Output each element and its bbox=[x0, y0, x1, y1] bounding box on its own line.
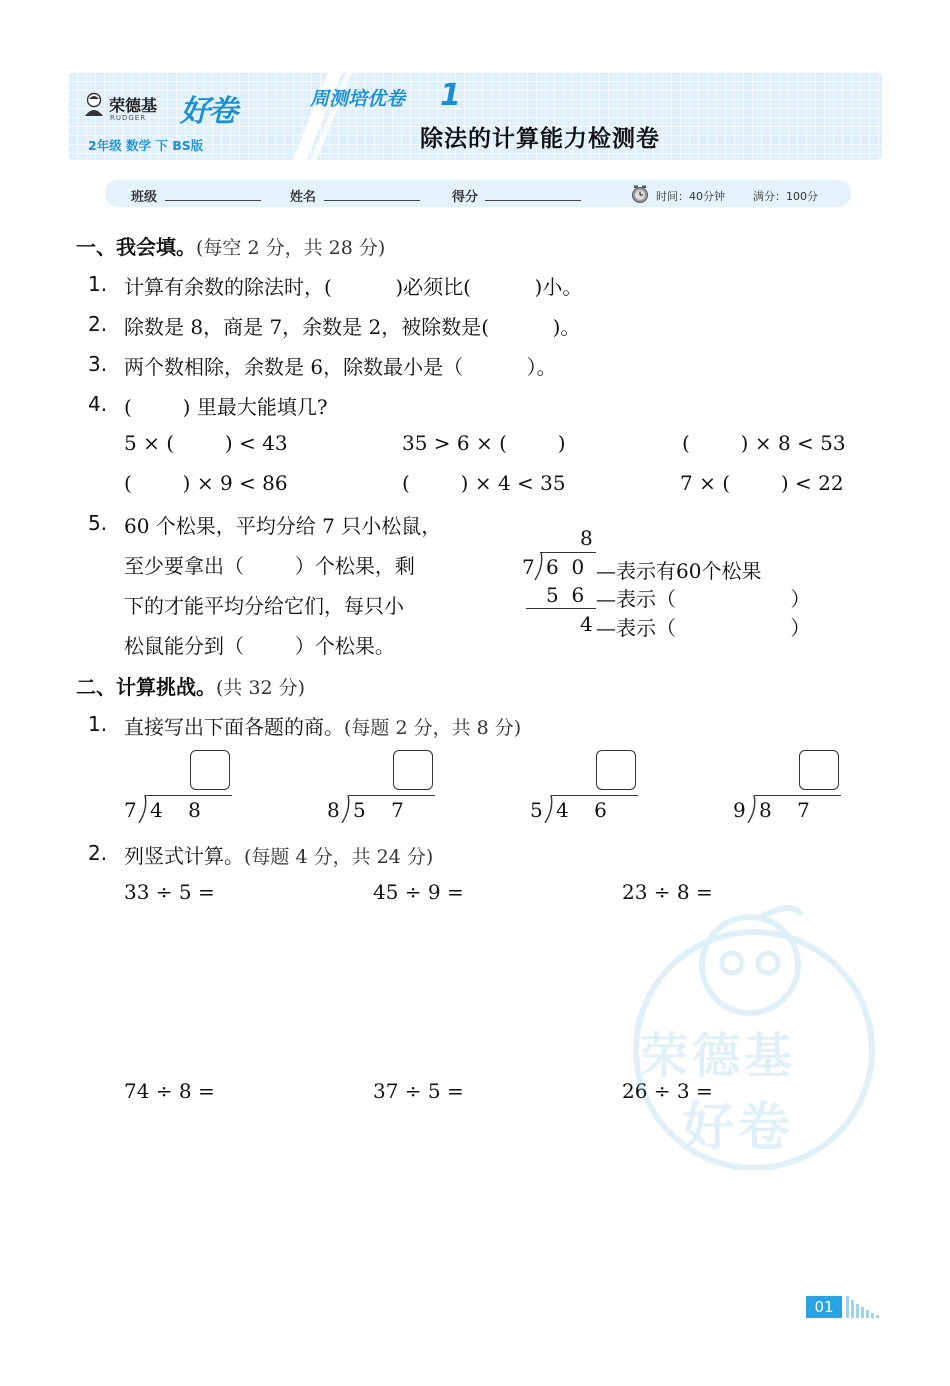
q5-subtract-bar bbox=[526, 608, 596, 609]
s2-q1-text: 直接写出下面各题的商。 bbox=[124, 715, 344, 739]
s2-q2-number: 2. bbox=[88, 841, 108, 865]
q4-text: ( ) 里最大能填几? bbox=[124, 395, 328, 419]
quotient-box-3[interactable] bbox=[596, 750, 636, 790]
page-number: 01 bbox=[806, 1296, 842, 1318]
division-bar-4 bbox=[755, 795, 841, 796]
s2-q1-heading bbox=[124, 711, 521, 740]
header-banner bbox=[68, 72, 882, 160]
s2-q1-note: (每题 2 分，共 8 分) bbox=[344, 717, 522, 739]
q1-text: 计算有余数的除法时，( )必须比( )小。 bbox=[124, 275, 583, 299]
q5-line-3: 下的才能平均分给它们，每只小 bbox=[124, 594, 404, 618]
section2-heading bbox=[76, 671, 305, 700]
info-bar bbox=[105, 180, 851, 207]
s2-q1-number: 1. bbox=[88, 712, 108, 736]
name-field[interactable] bbox=[324, 200, 420, 201]
q4-expr-3: ( ) × 8 < 53 bbox=[682, 431, 846, 455]
score-field[interactable] bbox=[485, 200, 581, 201]
division-bar-1 bbox=[146, 795, 232, 796]
dividend-1: 4 8 bbox=[150, 798, 201, 822]
page-number-decoration bbox=[846, 1296, 880, 1318]
calc-expr-3: 23 ÷ 8 = bbox=[622, 880, 713, 904]
calc-expr-6: 26 ÷ 3 = bbox=[622, 1079, 713, 1103]
division-bracket-3 bbox=[544, 795, 554, 823]
q5-division-bar bbox=[540, 552, 596, 553]
short-division-4 bbox=[731, 750, 851, 830]
q1-number: 1. bbox=[88, 272, 108, 296]
q3-text: 两个数相除，余数是 6，除数最小是（ ）。 bbox=[124, 355, 557, 379]
name-label: 姓名 bbox=[290, 190, 317, 205]
q5-note-3: —表示（ ） bbox=[596, 616, 811, 640]
q4-number: 4. bbox=[88, 392, 108, 416]
q5-long-division bbox=[520, 526, 840, 646]
divisor-1: 7 bbox=[124, 798, 137, 822]
quotient-box-1[interactable] bbox=[190, 750, 230, 790]
brand-logo: 好卷 bbox=[180, 94, 236, 129]
s2-q2-heading bbox=[124, 840, 433, 869]
brand-watermark bbox=[632, 905, 877, 1170]
divisor-2: 8 bbox=[327, 798, 340, 822]
watermark-line-2: 好卷 bbox=[682, 1098, 795, 1158]
class-label: 班级 bbox=[131, 190, 158, 205]
q5-remainder: 4 bbox=[580, 612, 593, 636]
divisor-4: 9 bbox=[733, 798, 746, 822]
dividend-2: 5 7 bbox=[353, 798, 404, 822]
watermark-line-1: 荣德基 bbox=[640, 1028, 797, 1084]
q5-number: 5. bbox=[88, 511, 108, 535]
brand-sub: RUDGER bbox=[110, 114, 147, 122]
dividend-3: 4 6 bbox=[556, 798, 607, 822]
divisor-3: 5 bbox=[530, 798, 543, 822]
brand-name: 荣德基 bbox=[109, 96, 158, 115]
q2-number: 2. bbox=[88, 312, 108, 336]
series-title: 周测培优卷 bbox=[310, 88, 406, 110]
q5-line-4: 松鼠能分到（ ）个松果。 bbox=[124, 634, 395, 658]
q4-expr-4: ( ) × 9 < 86 bbox=[124, 471, 288, 495]
q5-product: 5 6 bbox=[546, 583, 585, 607]
q4-expr-2: 35 > 6 × ( ) bbox=[402, 431, 566, 455]
calc-expr-5: 37 ÷ 5 = bbox=[373, 1079, 464, 1103]
q5-note-1: —表示有60个松果 bbox=[596, 559, 762, 583]
q4-expr-1: 5 × ( ) < 43 bbox=[124, 431, 288, 455]
full-score-text: 满分：100分 bbox=[753, 190, 818, 203]
quotient-box-2[interactable] bbox=[393, 750, 433, 790]
short-division-1 bbox=[122, 750, 242, 830]
q5-note-2: —表示（ ） bbox=[596, 587, 811, 611]
q5-division-bracket bbox=[534, 552, 544, 580]
section1-title: 一、我会填。 bbox=[76, 235, 196, 259]
calc-expr-1: 33 ÷ 5 = bbox=[124, 880, 215, 904]
class-field[interactable] bbox=[165, 200, 261, 201]
short-division-3 bbox=[528, 750, 648, 830]
section1-note: (每空 2 分，共 28 分) bbox=[196, 237, 386, 259]
time-text: 时间：40分钟 bbox=[656, 190, 725, 203]
quotient-box-4[interactable] bbox=[799, 750, 839, 790]
section2-note: (共 32 分) bbox=[216, 677, 306, 699]
score-label: 得分 bbox=[452, 190, 479, 205]
section1-heading bbox=[76, 231, 385, 260]
division-bracket-1 bbox=[138, 795, 148, 823]
q5-divisor: 7 bbox=[522, 555, 535, 579]
series-number: 1 bbox=[440, 78, 461, 113]
short-division-2 bbox=[325, 750, 445, 830]
division-bar-3 bbox=[552, 795, 638, 796]
q5-line-2: 至少要拿出（ ）个松果，剩 bbox=[124, 554, 415, 578]
q4-expr-6: 7 × ( ) < 22 bbox=[680, 471, 844, 495]
grade-info: 2年级 数学 下 BS版 bbox=[88, 138, 204, 153]
q5-quotient: 8 bbox=[580, 526, 593, 550]
calc-expr-4: 74 ÷ 8 = bbox=[124, 1079, 215, 1103]
q5-dividend: 6 0 bbox=[546, 555, 585, 579]
division-bracket-4 bbox=[747, 795, 757, 823]
q4-expr-5: ( ) × 4 < 35 bbox=[402, 471, 566, 495]
dividend-4: 8 7 bbox=[759, 798, 810, 822]
q5-line-1: 60 个松果，平均分给 7 只小松鼠， bbox=[124, 514, 442, 538]
clock-icon bbox=[630, 184, 650, 204]
s2-q2-note: (每题 4 分，共 24 分) bbox=[244, 846, 434, 868]
calc-expr-2: 45 ÷ 9 = bbox=[373, 880, 464, 904]
s2-q2-text: 列竖式计算。 bbox=[124, 844, 244, 868]
brand-person-icon bbox=[83, 92, 105, 116]
division-bar-2 bbox=[349, 795, 435, 796]
q2-text: 除数是 8，商是 7，余数是 2，被除数是( )。 bbox=[124, 315, 581, 339]
division-bracket-2 bbox=[341, 795, 351, 823]
q3-number: 3. bbox=[88, 352, 108, 376]
paper-title: 除法的计算能力检测卷 bbox=[420, 126, 660, 152]
section2-title: 二、计算挑战。 bbox=[76, 675, 216, 699]
